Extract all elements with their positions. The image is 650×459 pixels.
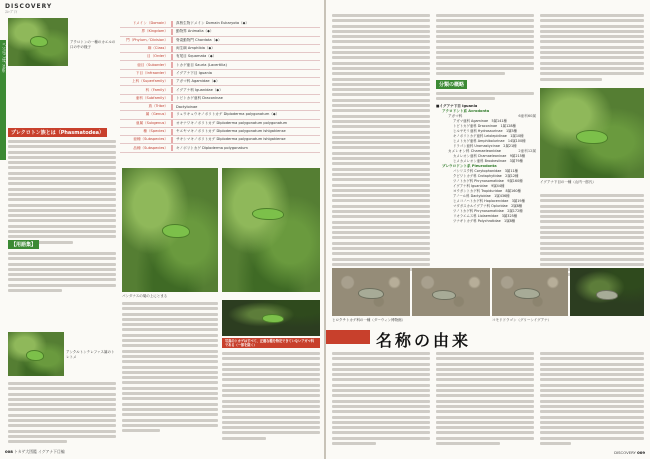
- lizard-figure: [252, 208, 284, 220]
- photo-strip-4: [570, 268, 644, 316]
- taxonomy-row: [120, 45, 320, 53]
- lizard-figure: [596, 290, 618, 300]
- tree-node-label: アクロドント系 Acrodonta: [442, 109, 490, 113]
- taxonomy-name: イグアナ下目 Iguania: [176, 70, 212, 75]
- body-text-r6: [436, 352, 534, 447]
- taxonomy-name: 両生綱 Amphibia（◆）: [176, 46, 215, 51]
- taxonomy-rank: ドメイン（Domain）: [132, 21, 168, 26]
- tree-node-label: リオラエムス科 Liolaemidae 3属325種: [453, 214, 518, 218]
- taxonomy-name: キノボリトカゲ Diploderma polygonatum: [176, 145, 248, 150]
- body-text-col2: [122, 302, 218, 434]
- body-text-col1: [8, 140, 116, 246]
- tree-node-label: イグアナ科 Iguanidae 9属44種: [453, 184, 505, 188]
- photo-strip-1: [332, 268, 410, 316]
- section-subheader: ｽｺｰﾌﾟｱｲ: [5, 10, 18, 14]
- classification-heading: 分類の概略: [436, 80, 467, 89]
- taxonomy-rank: 門（Phylum／Division）: [126, 37, 168, 42]
- taxonomy-row: [120, 136, 320, 144]
- body-text-r5: [332, 352, 430, 447]
- taxonomy-name: 有尾目 Squamata（◆）: [176, 54, 217, 59]
- page-title: 名称の由来: [376, 331, 472, 350]
- taxonomy-rank: 族（Tribe）: [148, 104, 168, 109]
- title-accent-bar: [326, 330, 370, 344]
- taxonomy-name: トビトカゲ亜科 Draconinae: [176, 95, 223, 100]
- lizard-figure: [262, 314, 284, 323]
- tree-node-label: ヒルヤモリ亜科 Hydrosaurinae 1属5種: [453, 129, 518, 133]
- taxonomy-name: トカゲ亜目 Sauria (Lacertilia): [176, 62, 227, 67]
- taxonomy-rank: 属（Genus）: [145, 112, 168, 117]
- tree-node-label: ツノトカゲ科 Phrynosomatidae 2属172種: [453, 209, 523, 213]
- body-text-r4: [540, 194, 644, 279]
- photo-lizard-branch: [222, 300, 320, 336]
- taxonomy-rank: 亜種（Subspecies）: [133, 137, 168, 142]
- taxonomy-rank: 上科（Superfamily）: [132, 79, 168, 84]
- photo-lizard-small: [8, 332, 64, 376]
- taxonomy-name: 動物界 Animalia（◆）: [176, 29, 214, 34]
- body-text-r1: [332, 14, 430, 279]
- body-text-terms: [8, 252, 116, 294]
- tree-node-label: プレウロドント系 Pleurodonta: [442, 164, 497, 168]
- body-text-col4: [8, 382, 116, 446]
- taxonomy-name: 真核生物ドメイン Domain Eukaryota（◆）: [176, 21, 250, 26]
- section-header: DISCOVERY: [5, 3, 53, 10]
- tree-node-count: 2亜科12属: [518, 149, 536, 153]
- photo-strip-3: [492, 268, 568, 316]
- photo-caption: アンクルトンテレファス属のトレトメ: [66, 350, 115, 359]
- taxonomy-name: リュウキュウキノボリトカゲ Diploderma polygonatum（◆）: [176, 112, 280, 117]
- tree-node-label: アガマ亜科 Agaminae 5属141種: [453, 119, 507, 123]
- tree-node-label: バシリスク科 Corytophanidae 3属11種: [453, 169, 519, 173]
- taxonomy-row: [120, 95, 320, 103]
- taxonomy-name: オキナワキノボリトカゲ Diploderma polygonatum polygonatum: [176, 120, 288, 125]
- tree-node-label: クビワトカゲ科 Crotaphytidae 2属12種: [453, 174, 519, 178]
- photo-strip-2: [412, 268, 490, 316]
- body-text-r7: [540, 352, 644, 447]
- section-label-terms: 【用語集】: [8, 240, 39, 249]
- taxonomy-row: [120, 20, 320, 28]
- tree-node-label: キノボリトカゲ亜科 Leiolepidinae 1属10種: [453, 134, 524, 138]
- photo-green-lizard: [540, 88, 644, 178]
- tree-node-label: マダガスカルイグアナ科 Opluridae 2属8種: [453, 204, 523, 208]
- taxonomy-rank: 亜属（Subgenus）: [135, 120, 168, 125]
- lizard-figure: [30, 36, 48, 47]
- tree-node-count: 6亜科60属: [518, 114, 536, 118]
- page-footer-left: [5, 449, 65, 455]
- tree-node-label: ヒメコノハトカゲ科 Hoplocercidae 3属19種: [453, 199, 525, 203]
- lizard-figure: [576, 130, 608, 144]
- classification-tree: [436, 104, 536, 224]
- body-text-r2b: [436, 92, 534, 103]
- body-text-r3: [540, 14, 644, 83]
- page-footer-right: [614, 450, 645, 455]
- taxonomy-rank: 目（Order）: [147, 54, 168, 59]
- taxonomy-rank: 下目（Infraorder）: [135, 70, 168, 75]
- lizard-figure: [162, 224, 190, 238]
- left-page: [0, 0, 324, 459]
- taxonomy-name: Dactyloinae: [176, 104, 198, 109]
- footer-title: トカゲ大図鑑 イグアナ下目編: [14, 449, 65, 454]
- taxonomy-rank: 亜科（Subfamily）: [135, 95, 168, 100]
- taxonomy-row: [120, 120, 320, 128]
- side-tab-label: ﾊﾞｼﾘｽｸ ｱｵｶﾞｴﾙ系: [1, 43, 7, 73]
- taxonomy-row: [120, 144, 320, 152]
- tree-node-label: ヒメカメレオン亜科 Brookesiinae 3属79種: [453, 159, 523, 163]
- tree-node-label: アノール科 Dactyloidae 1属436種: [453, 194, 510, 198]
- footer-label: DISCOVERY: [614, 450, 636, 455]
- lizard-figure: [514, 288, 540, 299]
- photo-caption: パンダナスの葉の上にとまる: [122, 294, 168, 298]
- taxonomy-row: [120, 86, 320, 94]
- lizard-figure: [26, 350, 44, 361]
- taxonomy-row: [120, 37, 320, 45]
- tree-node-label: ドラゴン亜科 Uromastycinae 2属21種: [453, 144, 517, 148]
- taxonomy-row: [120, 61, 320, 69]
- lizard-figure: [432, 290, 456, 300]
- photo-lizard-right: [222, 168, 320, 292]
- photo-top-left: [8, 18, 68, 66]
- taxonomy-name: 脊索動物門 Chordata（◆）: [176, 37, 222, 42]
- tree-node-label: カメレオン科 Chamaeleonidae: [448, 149, 501, 153]
- page-number: 009: [637, 450, 645, 455]
- tree-node: [436, 219, 536, 224]
- taxonomy-rank: 界（Kingdom）: [141, 29, 168, 34]
- right-page: [326, 0, 650, 459]
- taxonomy-row: [120, 53, 320, 61]
- photo-caption: コモドドラゴン（グリーンイグアナ）: [492, 318, 552, 322]
- tree-node-label: ■イグアナ下目 Iguania: [436, 104, 478, 108]
- photo-caption: イグアナ下目の一種（山内一郎氏）: [540, 180, 596, 184]
- taxonomy-row: [120, 28, 320, 36]
- body-text-col3: [222, 352, 320, 442]
- taxonomy-name: サキシマキノボリトカゲ Diploderma polygonatum ishigakiense: [176, 137, 286, 142]
- taxonomy-rank: 科（Family）: [145, 87, 168, 92]
- body-text-r2: [436, 14, 534, 78]
- section-label-phasmatodea: プレクロトン族とは（Phasmatodea）: [8, 128, 107, 137]
- section-label-note: 写真のトカゲはすべて、正確な種を特定できていないアガマ科である（一部を除く）: [222, 338, 320, 348]
- taxonomy-row: [120, 128, 320, 136]
- taxonomy-rank: 亜目（Suborder）: [137, 62, 168, 67]
- tree-node-label: ヨウガントカゲ科 Tropiduridae 8属160種: [453, 189, 521, 193]
- taxonomy-table: [120, 20, 320, 153]
- taxonomy-row: [120, 103, 320, 111]
- page-number: 008: [5, 449, 13, 454]
- taxonomy-name: ヤエヤマキノボリトカゲ Diploderma polygonatum ishigakiense: [176, 129, 286, 133]
- taxonomy-row: [120, 111, 320, 119]
- taxonomy-rank: 種（Species）: [143, 129, 168, 133]
- side-tab: [0, 40, 6, 160]
- tree-node-label: カメレオン亜科 Chamaeleoninae 9属215種: [453, 154, 526, 158]
- tree-node-label: アガマ科: [448, 114, 463, 118]
- tree-node-label: トビトカゲ亜科 Draconinae 1属128種: [453, 124, 516, 128]
- lizard-figure: [358, 288, 384, 299]
- tree-node-label: ヒメトカゲ亜科 Amphibolurinae 14属100種: [453, 139, 526, 143]
- taxonomy-name: イグアナ科 Iguanidae（◆）: [176, 87, 223, 92]
- photo-caption: ヒロクチトカゲ科の一種（ダーウィン博物館）: [332, 318, 406, 322]
- taxonomy-row: [120, 78, 320, 86]
- taxonomy-rank: 綱（Class）: [147, 46, 168, 51]
- photo-caption: アクロトンの一種のカエルの口の中の様子: [70, 40, 116, 49]
- tree-node-label: ツナギトカゲ科 Polychrotidae 1属8種: [453, 219, 516, 223]
- taxonomy-row: [120, 70, 320, 78]
- photo-lizard-large: [122, 168, 218, 292]
- taxonomy-name: アガマ科 Agamidae（◆）: [176, 79, 220, 84]
- tree-node-label: ツノトカゲ科 Phrynosomatidae 9属160種: [453, 179, 523, 183]
- taxonomy-rank: 品種（Subspecies）: [133, 145, 168, 150]
